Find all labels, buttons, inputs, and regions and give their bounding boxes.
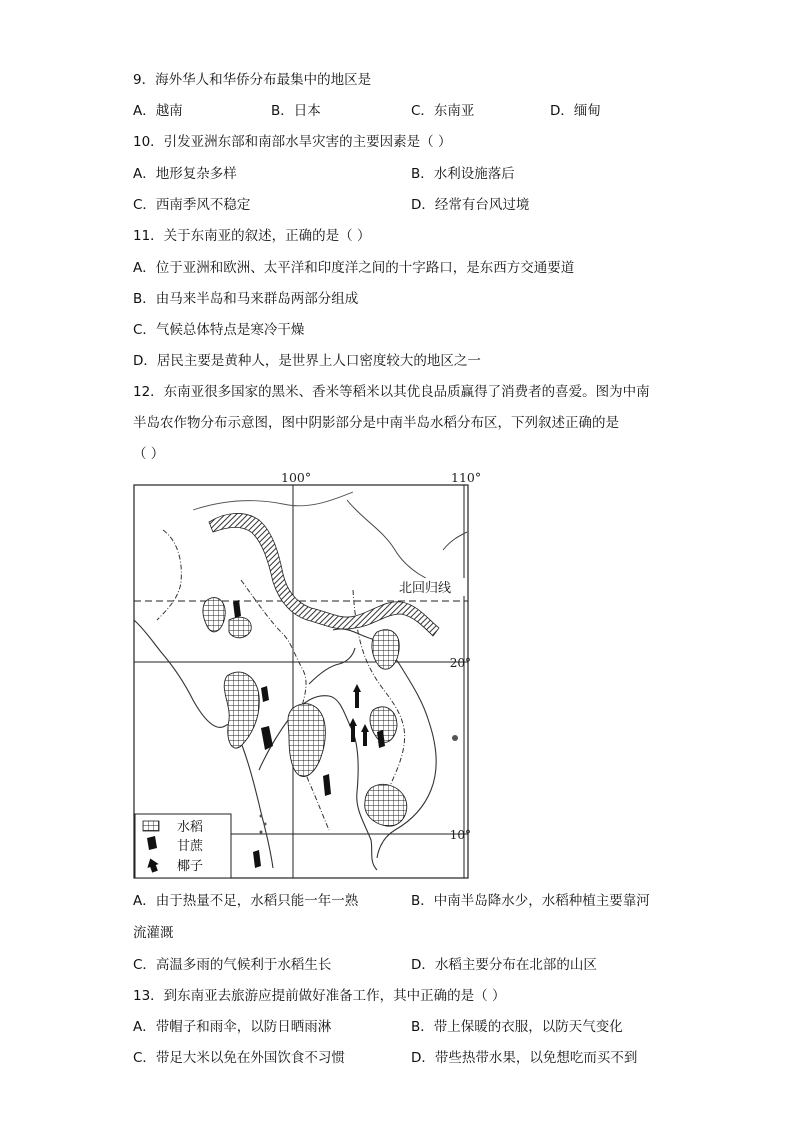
q12-option-b-cont: 流灌溉 [133,925,174,941]
q10-option-d: D．经常有台风过境 [411,197,530,213]
q12-option-d: D．水稻主要分布在北部的山区 [411,957,597,973]
q11-option-d: D．居民主要是黄种人，是世界上人口密度较大的地区之一 [133,353,481,369]
q9-option-b: B．日本 [271,103,321,119]
lon-label-100: 100° [281,470,312,485]
q11-option-a: A．位于亚洲和欧洲、太平洋和印度洋之间的十字路口，是东西方交通要道 [133,260,575,276]
lat-label-10: 10° [449,828,471,842]
q12-option-b: B．中南半岛降水少，水稻种植主要靠河 [411,893,650,909]
q13-option-b: B．带上保暖的衣服，以防天气变化 [411,1019,623,1035]
lat-label-20: 20° [449,656,471,670]
map-legend [135,814,231,878]
legend-rice-label: 水稻 [177,820,204,835]
q11-option-c: C．气候总体特点是寒冷干燥 [133,322,305,338]
question-13-stem: 13．到东南亚去旅游应提前做好准备工作，其中正确的是（ ） [133,988,506,1004]
question-10-stem: 10．引发亚洲东部和南部水旱灾害的主要因素是（ ） [133,134,452,150]
q9-option-d: D．缅甸 [550,103,601,119]
q13-option-c: C．带足大米以免在外国饮食不习惯 [133,1050,345,1066]
q13-option-d: D．带些热带水果，以免想吃而买不到 [411,1050,638,1066]
question-12-stem-line-3: （ ） [133,446,165,462]
question-12-stem-line-1: 12．东南亚很多国家的黑米、香米等稻米以其优良品质赢得了消费者的喜爱。图为中南 [133,384,650,400]
question-12-stem-line-2: 半岛农作物分布示意图，图中阴影部分是中南半岛水稻分布区，下列叙述正确的是 [133,415,619,431]
q10-option-b: B．水利设施落后 [411,166,515,182]
question-9-stem: 9．海外华人和华侨分布最集中的地区是 [133,72,372,88]
question-11-stem: 11．关于东南亚的叙述，正确的是（ ） [133,228,371,244]
q12-option-c: C．高温多雨的气候利于水稻生长 [133,957,332,973]
legend-sugarcane-label: 甘蔗 [177,839,204,854]
q9-option-a: A．越南 [133,103,183,119]
indochina-crop-map [133,470,482,880]
legend-rice-swatch [143,821,159,831]
q11-option-b: B．由马来半岛和马来群岛两部分组成 [133,291,359,307]
legend-coconut-label: 椰子 [177,859,204,874]
tropic-of-cancer-label: 北回归线 [399,581,452,596]
q10-option-a: A．地形复杂多样 [133,166,237,182]
lon-label-110: 110° [451,470,482,485]
q9-option-c: C．东南亚 [411,103,475,119]
q12-option-a: A．由于热量不足，水稻只能一年一熟 [133,893,359,909]
q13-option-a: A．带帽子和雨伞，以防日晒雨淋 [133,1019,332,1035]
q10-option-c: C．西南季风不稳定 [133,197,251,213]
